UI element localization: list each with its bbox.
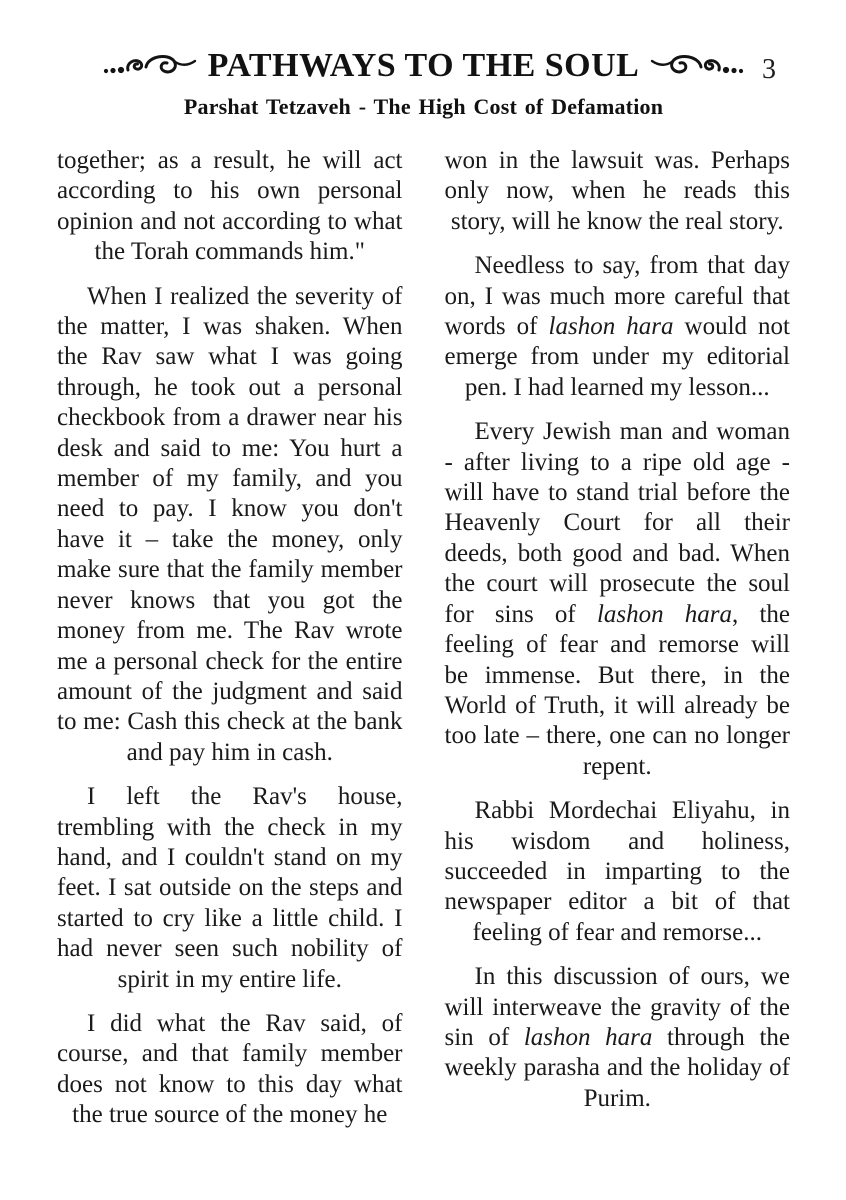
paragraph: Every Jewish man and woman - after living to a ripe old age - will have to stand trial before the Heavenly Court for all their deeds, both good and bad. When the court will prosecute the soul for sins of lashon hara, the feeling of fear and remorse will be immense. But there, in the World of Truth, it will already be too late – there, one can no longer repent. <box>444 418 791 780</box>
flourish-right-icon <box>649 53 745 79</box>
italic-term: lashon hara <box>523 1023 653 1051</box>
page-header <box>57 44 790 120</box>
page-number: 3 <box>762 54 776 85</box>
paragraph: Rabbi Mordechai Eliyahu, in his wisdom and holiness, succeeded in imparting to the newspaper editor a bit of that feeling of fear and remorse... <box>444 797 790 946</box>
paragraph: I left the Rav's house, trembling with the check in my hand, and I couldn't stand on my feet. I sat outside on the steps and started to cry like a little child. I had never seen such nobility of spirit in my entire life. <box>57 783 403 993</box>
page-title: PATHWAYS TO THE SOUL <box>207 47 640 84</box>
page-subtitle: Parshat Tetzaveh - The High Cost of Defamation <box>183 94 664 119</box>
paragraph: together; as a result, he will act according to his own personal opinion and not according to what the Torah commands him." <box>57 147 403 266</box>
text-column-right <box>445 146 791 1145</box>
paragraph: When I realized the severity of the matter, I was shaken. When the Rav saw what I was going through, he took out a personal checkbook from a drawer near his desk and said to me: You hurt a member of my family, and you need to pay. I know you don't have it – take the money, only make sure that the family member never knows that you got the money from me. The Rav wrote me a personal check for the entire amount of the judgment and said to me: Cash this check at the bank and pay him in cash. <box>57 282 403 766</box>
two-column-text <box>57 146 790 1145</box>
paragraph: I did what the Rav said, of course, and that family member does not know to this day what the true source of the money he <box>57 1009 403 1129</box>
paragraph: Needless to say, from that day on, I was much more careful that words of lashon hara would not emerge from under my editorial pen. I had learned my lesson... <box>444 252 790 401</box>
italic-term: lashon hara <box>548 313 674 341</box>
title-line <box>57 44 790 88</box>
flourish-left-icon <box>102 53 198 79</box>
italic-term: lashon hara <box>596 600 733 628</box>
paragraph: won in the lawsuit was. Perhaps only now, when he reads this story, will he know the real story. <box>444 147 790 235</box>
text-column-left <box>57 146 403 1145</box>
paragraph: In this discussion of ours, we will interweave the gravity of the sin of lashon hara through the weekly parasha and the holiday of Purim. <box>444 963 790 1112</box>
